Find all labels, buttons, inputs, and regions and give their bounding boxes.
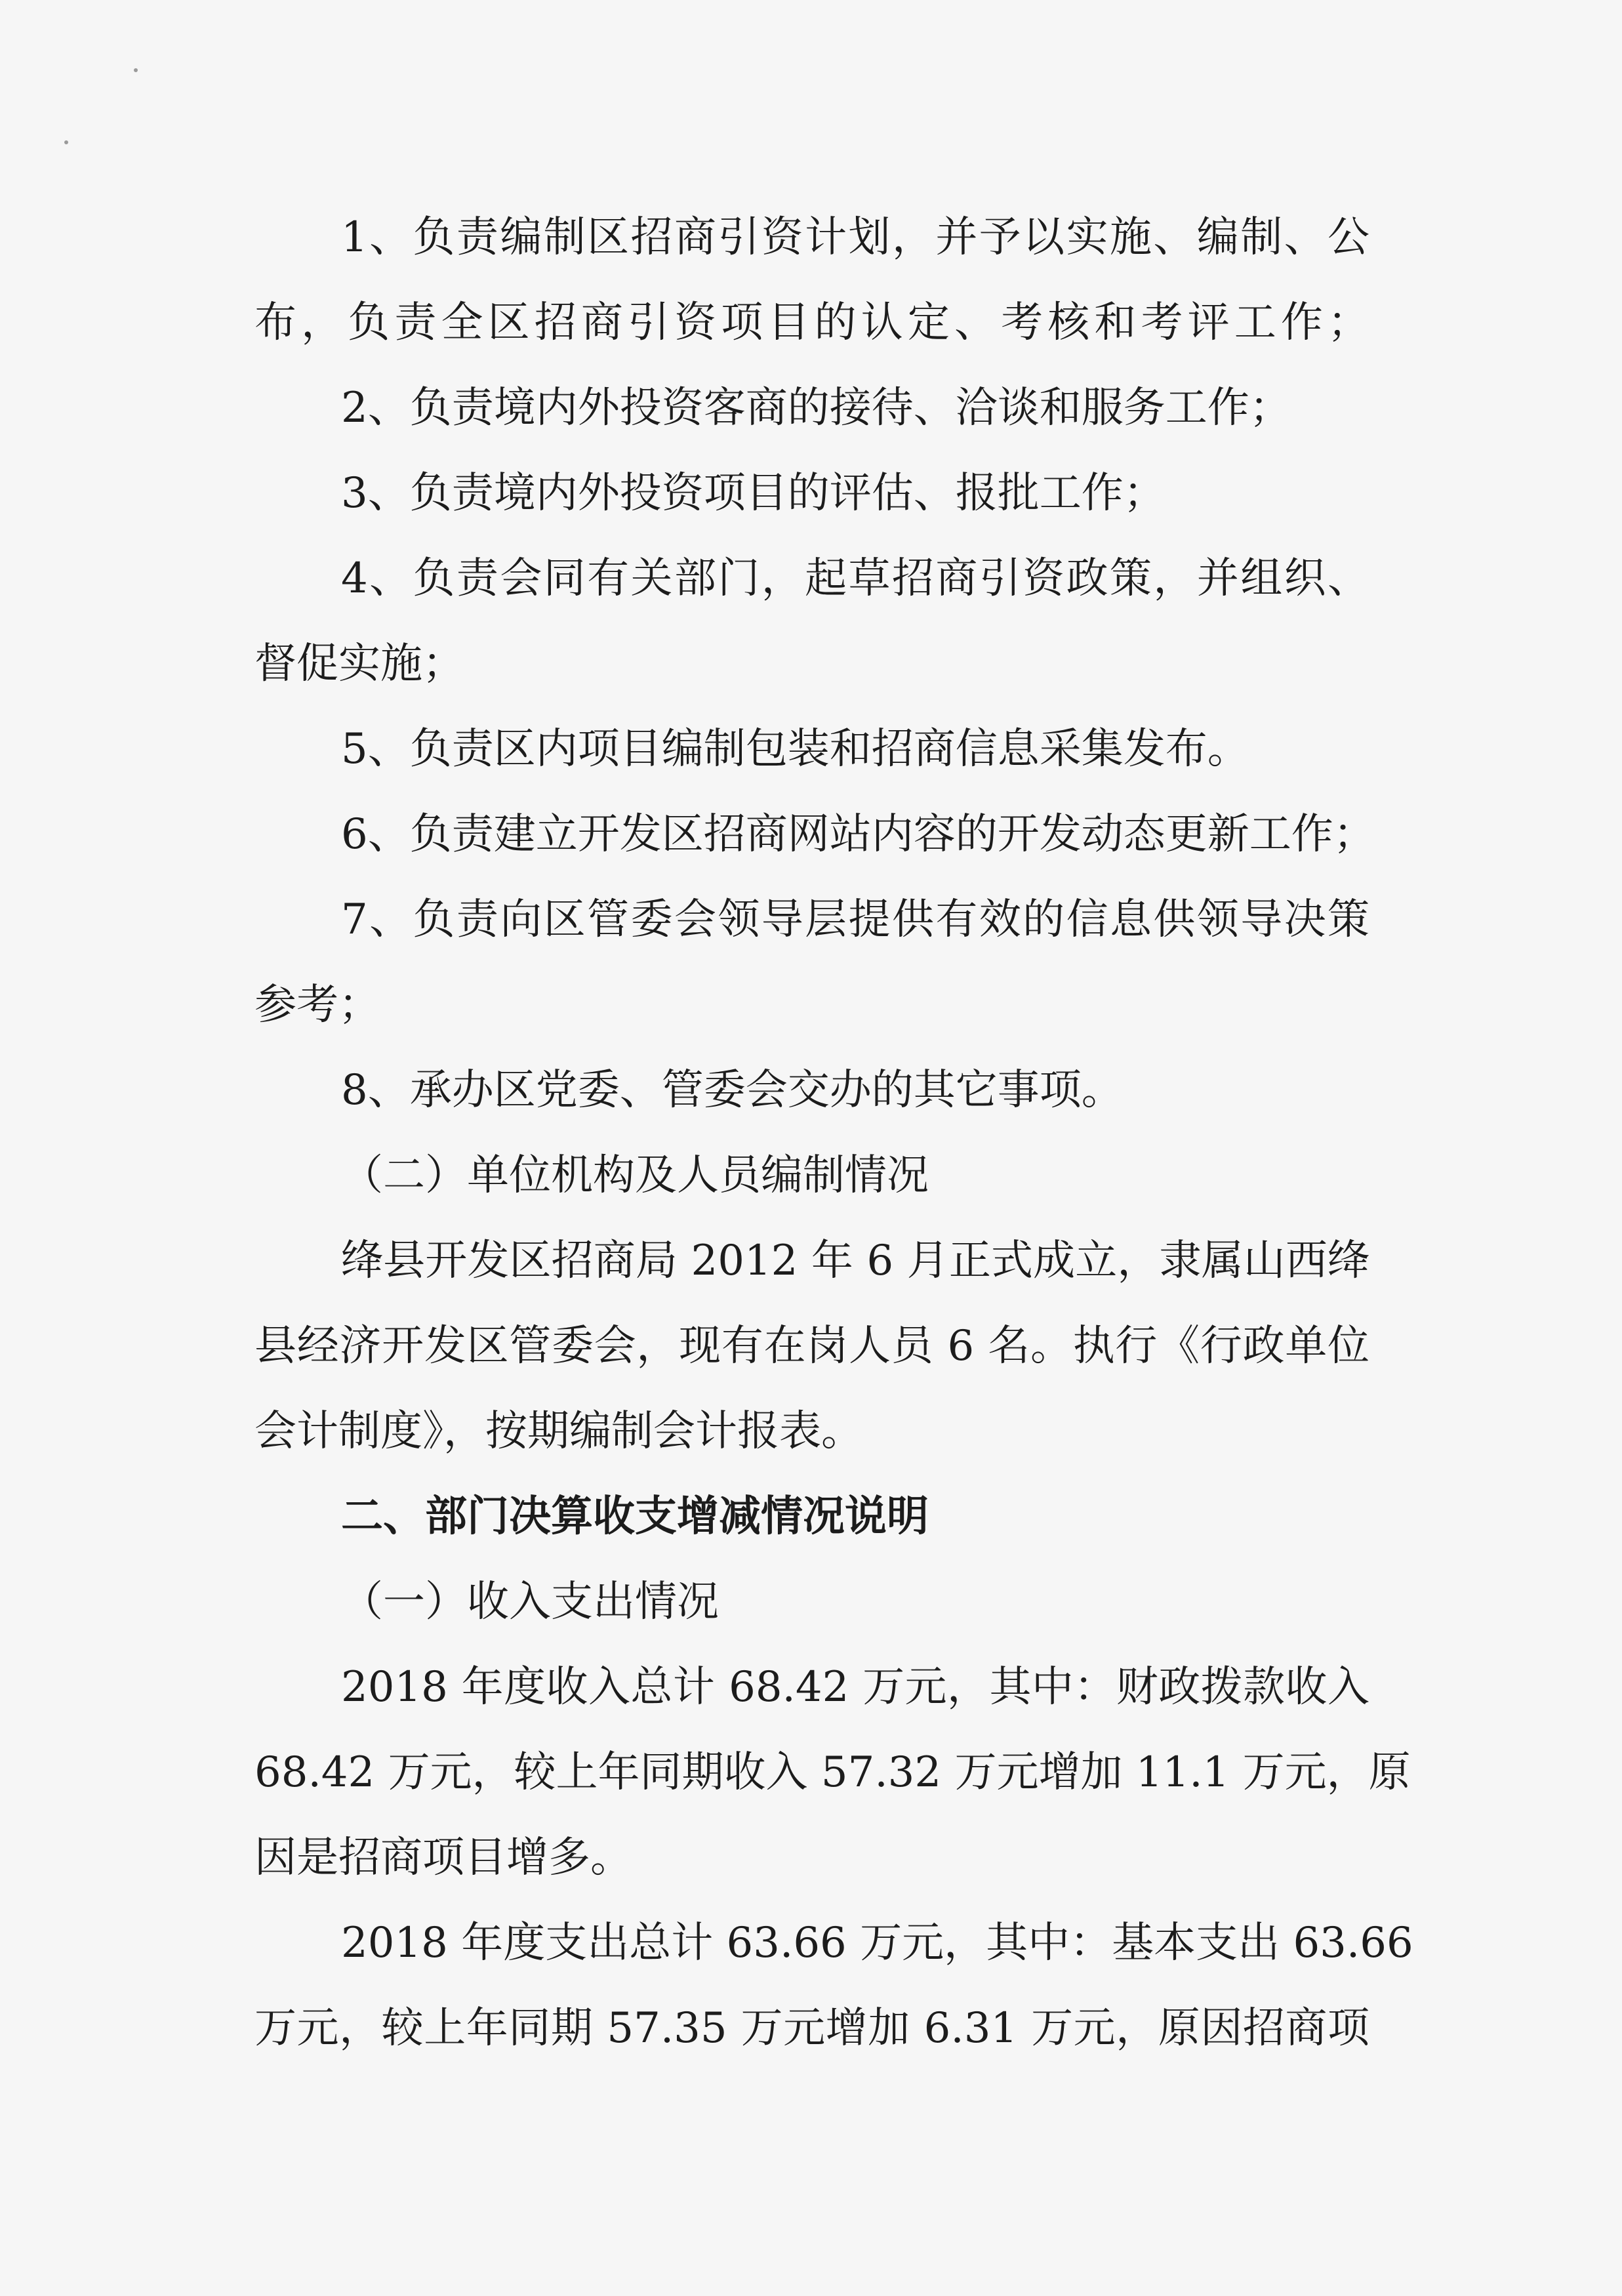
duty-item-7-line-1: 7、负责向区管委会领导层提供有效的信息供领导决策 <box>341 895 1369 944</box>
expense-paragraph-line-1: 2018 年度支出总计 63.66 万元，其中：基本支出 63.66 <box>341 1919 1413 1967</box>
duty-item-6: 6、负责建立开发区招商网站内容的开发动态更新工作； <box>341 810 1375 859</box>
duty-item-4-line-1: 4、负责会同有关部门，起草招商引资政策，并组织、 <box>341 554 1369 603</box>
duty-item-8: 8、承办区党委、管委会交办的其它事项。 <box>341 1066 1124 1115</box>
duty-item-7-line-2: 参考； <box>254 981 380 1029</box>
section-heading-budget-changes: 二、部门决算收支增减情况说明 <box>341 1492 929 1541</box>
income-paragraph-line-1: 2018 年度收入总计 68.42 万元，其中：财政拨款收入 <box>341 1663 1369 1712</box>
organization-paragraph-line-3: 会计制度》，按期编制会计报表。 <box>254 1407 863 1456</box>
income-paragraph-line-2: 68.42 万元，较上年同期收入 57.32 万元增加 11.1 万元，原 <box>254 1748 1411 1797</box>
expense-paragraph-line-2: 万元，较上年同期 57.35 万元增加 6.31 万元，原因招商项 <box>254 2004 1369 2053</box>
duty-item-1-line-2: 布，负责全区招商引资项目的认定、考核和考评工作； <box>254 298 1369 347</box>
scan-speck <box>134 68 138 72</box>
duty-item-2: 2、负责境内外投资客商的接待、洽谈和服务工作； <box>341 384 1291 432</box>
section-heading-organization: （二）单位机构及人员编制情况 <box>341 1151 929 1200</box>
duty-item-1-line-1: 1、负责编制区招商引资计划，并予以实施、编制、公 <box>341 213 1369 262</box>
section-heading-income-expense: （一）收入支出情况 <box>341 1578 719 1626</box>
income-paragraph-line-3: 因是招商项目增多。 <box>254 1834 632 1882</box>
duty-item-4-line-2: 督促实施； <box>254 640 464 688</box>
organization-paragraph-line-2: 县经济开发区管委会，现有在岗人员 6 名。执行《行政单位 <box>254 1322 1369 1370</box>
duty-item-3: 3、负责境内外投资项目的评估、报批工作； <box>341 469 1166 518</box>
duty-item-5: 5、负责区内项目编制包装和招商信息采集发布。 <box>341 725 1249 773</box>
scan-speck <box>64 140 68 144</box>
organization-paragraph-line-1: 绛县开发区招商局 2012 年 6 月正式成立，隶属山西绛 <box>341 1237 1369 1285</box>
